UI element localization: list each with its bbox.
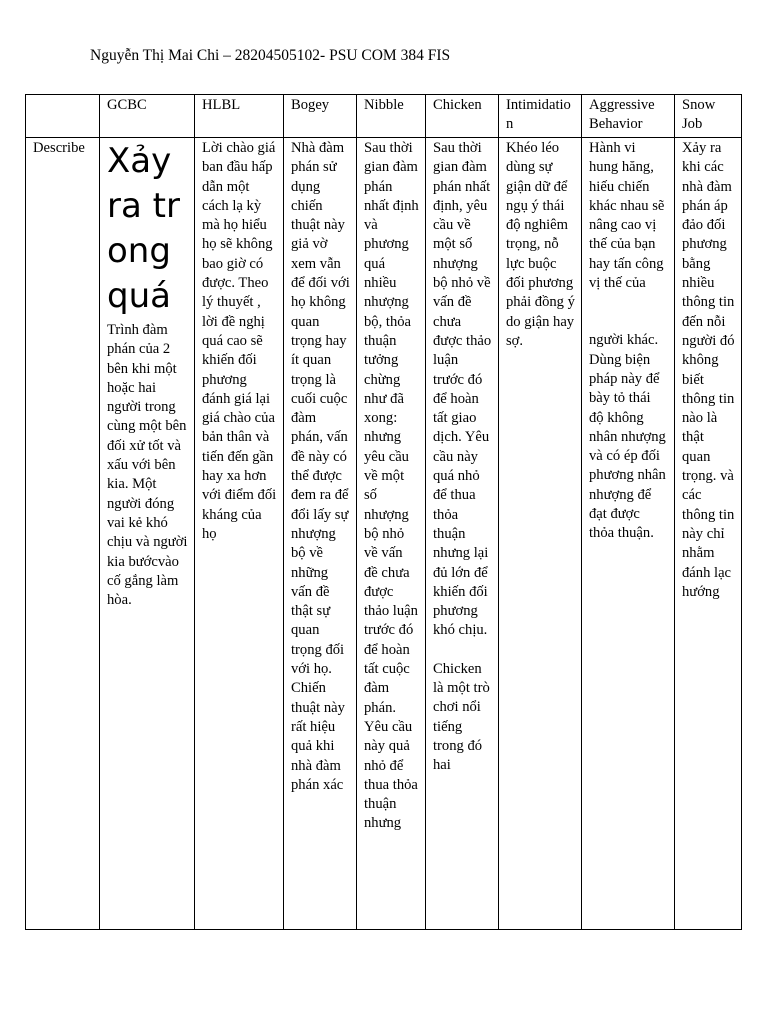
cell-gcbc-text: Trình đàm phán của 2 bên khi một hoặc hai người trong cùng một bên đối xử tốt và xấu với bên kia. Một người đóng vai kẻ khó chịu và người kia bướcvào cố gắng làm hòa. [107,322,188,609]
table-row-describe [26,138,742,930]
corner-cell [26,95,100,138]
tactics-table [25,94,742,930]
cell-chicken-text-2: Chicken là một trò chơi nổi tiếng trong đó hai [433,660,490,774]
cell-nibble: Sau thời gian đàm phán nhất định và phương quá nhiều nhượng bộ, thỏa thuận tưởng chừng như đã xong: nhưng yêu cầu về một số nhượng bộ nhỏ về vấn đề chưa được thảo luận trước đó để hoàn tất cuộc đàm phán. Yêu cầu này quả nhỏ để thua thỏa thuận nhưng [357,138,426,930]
cell-aggressive-text-2: người khác. Dùng biện pháp này để bày tỏ thái độ không nhân nhượng và có ép đối phương nhân nhượng để đạt được thỏa thuận. [589,332,666,542]
document-header: Nguyễn Thị Mai Chi – 28204505102- PSU COM 384 FIS [90,47,451,64]
table-header-row [26,95,742,138]
cell-gcbc-large-text: Xảy ra trong quá [107,141,180,316]
cell-aggressive-behavior [582,138,675,930]
cell-gcbc [100,138,195,930]
column-header-aggressive-behavior: Aggressive Behavior [582,95,675,138]
cell-chicken [426,138,499,930]
cell-hlbl: Lời chào giá ban đầu hấp dẫn một cách lạ kỳ mà họ hiểu họ sẽ không bao giờ có được. Theo lý thuyết , lời đề nghị quá cao sẽ khiến đối phương đánh giá lại giá chào của bản thân và tiến đến gần hay xa hơn với điểm đối kháng của họ [195,138,284,930]
column-header-nibble: Nibble [357,95,426,138]
column-header-gcbc: GCBC [100,95,195,138]
column-header-intimidation: Intimidation [499,95,582,138]
column-header-snow-job: Snow Job [675,95,742,138]
cell-chicken-text-1: Sau thời gian đàm phán nhất định, yêu cầu về một số nhượng bộ nhỏ về vấn đề chưa được thảo luận trước đó để hoàn tất giao dịch. Yêu cầu này quá nhỏ để thua thỏa thuận nhưng lại đủ lớn để khiến đối phương khó chịu. [433,140,492,639]
cell-aggressive-text-1: Hành vi hung hăng, hiếu chiến khác nhau sẽ nâng cao vị thế của bạn hay tấn công vị thế của [589,140,665,292]
cell-intimidation: Khéo léo dùng sự giận dữ để ngụ ý thái độ nghiêm trọng, nỗ lực buộc đối phương phải đồng ý do giận hay sợ. [499,138,582,930]
cell-bogey: Nhà đàm phán sử dụng chiến thuật này giả vờ xem vẫn để đối với họ không quan trọng hay ít quan trọng là cuối cuộc đàm phán, vấn đề này có thể được đem ra để đổi lấy sự nhượng bộ về những vấn đề thật sự quan trọng đối với họ. Chiến thuật này rất hiệu quả khi nhà đàm phán xác [284,138,357,930]
column-header-chicken: Chicken [426,95,499,138]
cell-snow-job: Xảy ra khi các nhà đàm phán áp đảo đối phương bằng nhiều thông tin đến nỗi người đó không biết thông tin nào là thật quan trọng. và các thông tin này chỉ nhằm đánh lạc hướng [675,138,742,930]
column-header-bogey: Bogey [284,95,357,138]
column-header-hlbl: HLBL [195,95,284,138]
row-label-describe: Describe [26,138,100,930]
